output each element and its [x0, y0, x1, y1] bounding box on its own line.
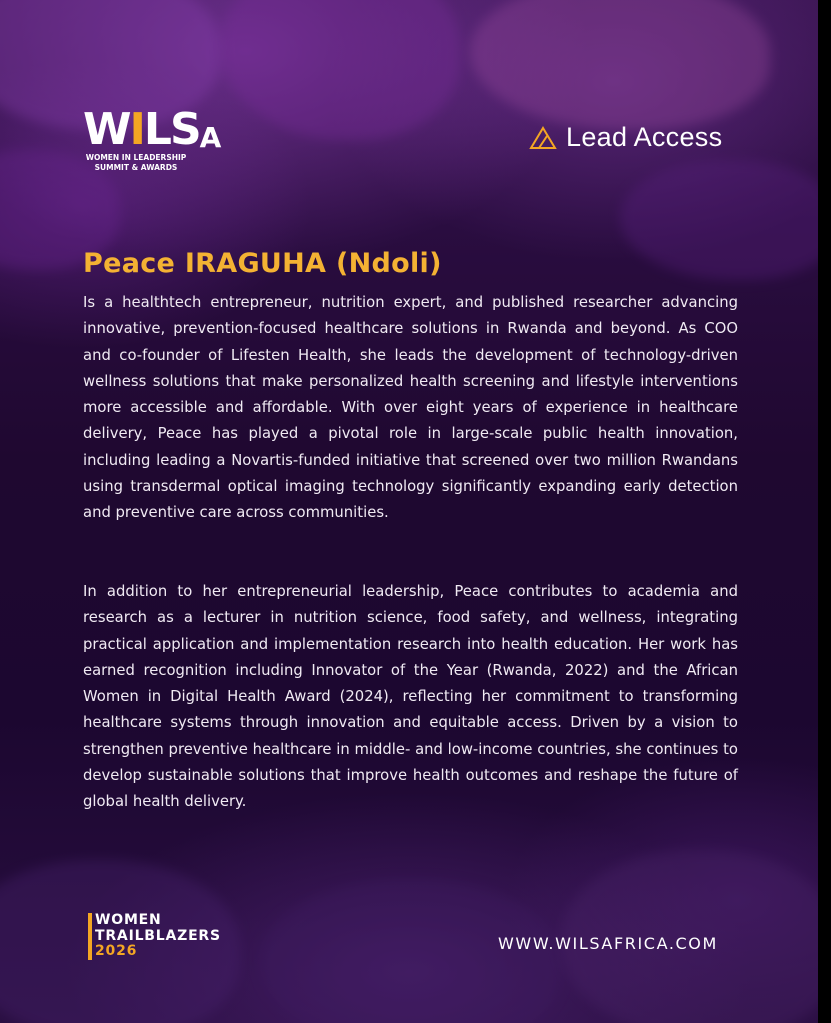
lead-access-text: Lead Access	[566, 122, 723, 152]
wils-letter-s: S	[169, 104, 200, 155]
bio-paragraph-2: In addition to her entrepreneurial leadership, Peace contributes to academia and research as a lecturer in nutrition science, food safety, and wellness, integrating practical application and implementation research into health education. Her work has earned recognition including Innovator of the Year (Rwanda, 2022) and the African Women in Digital Health Award (2024), reflecting her commitment to transforming healthcare systems through innovation and equitable access. Driven by a vision to strengthen preventive healthcare in middle- and low-income countries, she continues to develop sustainable solutions that improve health outcomes and reshape the future of global health delivery.	[83, 583, 738, 811]
lead-access-logo	[528, 122, 722, 153]
wils-wordmark	[83, 104, 220, 155]
wils-logo	[83, 104, 220, 172]
badge-year: 2026	[95, 943, 138, 959]
wils-letter-a: A	[199, 121, 220, 154]
wils-letter-w: W	[83, 104, 130, 155]
badge-line-trailblazers: TRAILBLAZERS	[95, 927, 221, 944]
wils-letter-i: I	[129, 104, 144, 155]
triangle-icon	[528, 125, 558, 151]
wils-tagline-line1: WOMEN IN LEADERSHIP	[85, 153, 187, 162]
background-petal	[620, 160, 818, 280]
website-link[interactable]: WWW.WILSAFRICA.COM	[498, 934, 718, 953]
background-petal	[220, 0, 460, 140]
bio-paragraph-1: Is a healthtech entrepreneur, nutrition expert, and published researcher advancing innovative, prevention-focused healthcare solutions in Rwanda and beyond. As COO and co-founder of Lifesten Health, she leads the development of technology-driven wellness solutions that make personalized health screening and lifestyle interventions more accessible and affordable. With over eight years of experience in healthcare delivery, Peace has played a pivotal role in large-scale public health innovation, including leading a Novartis-funded initiative that screened over two million Rwandans using transdermal optical imaging technology significantly expanding early detection and preventive care across communities.	[83, 294, 738, 522]
wils-tagline-line2: SUMMIT & AWARDS	[94, 163, 178, 172]
wils-letter-l: L	[143, 104, 170, 155]
profile-name: Peace IRAGUHA (Ndoli)	[83, 248, 442, 279]
background-petal	[470, 0, 770, 130]
badge-line-women: WOMEN	[95, 912, 162, 928]
women-trailblazers-badge	[88, 913, 221, 960]
